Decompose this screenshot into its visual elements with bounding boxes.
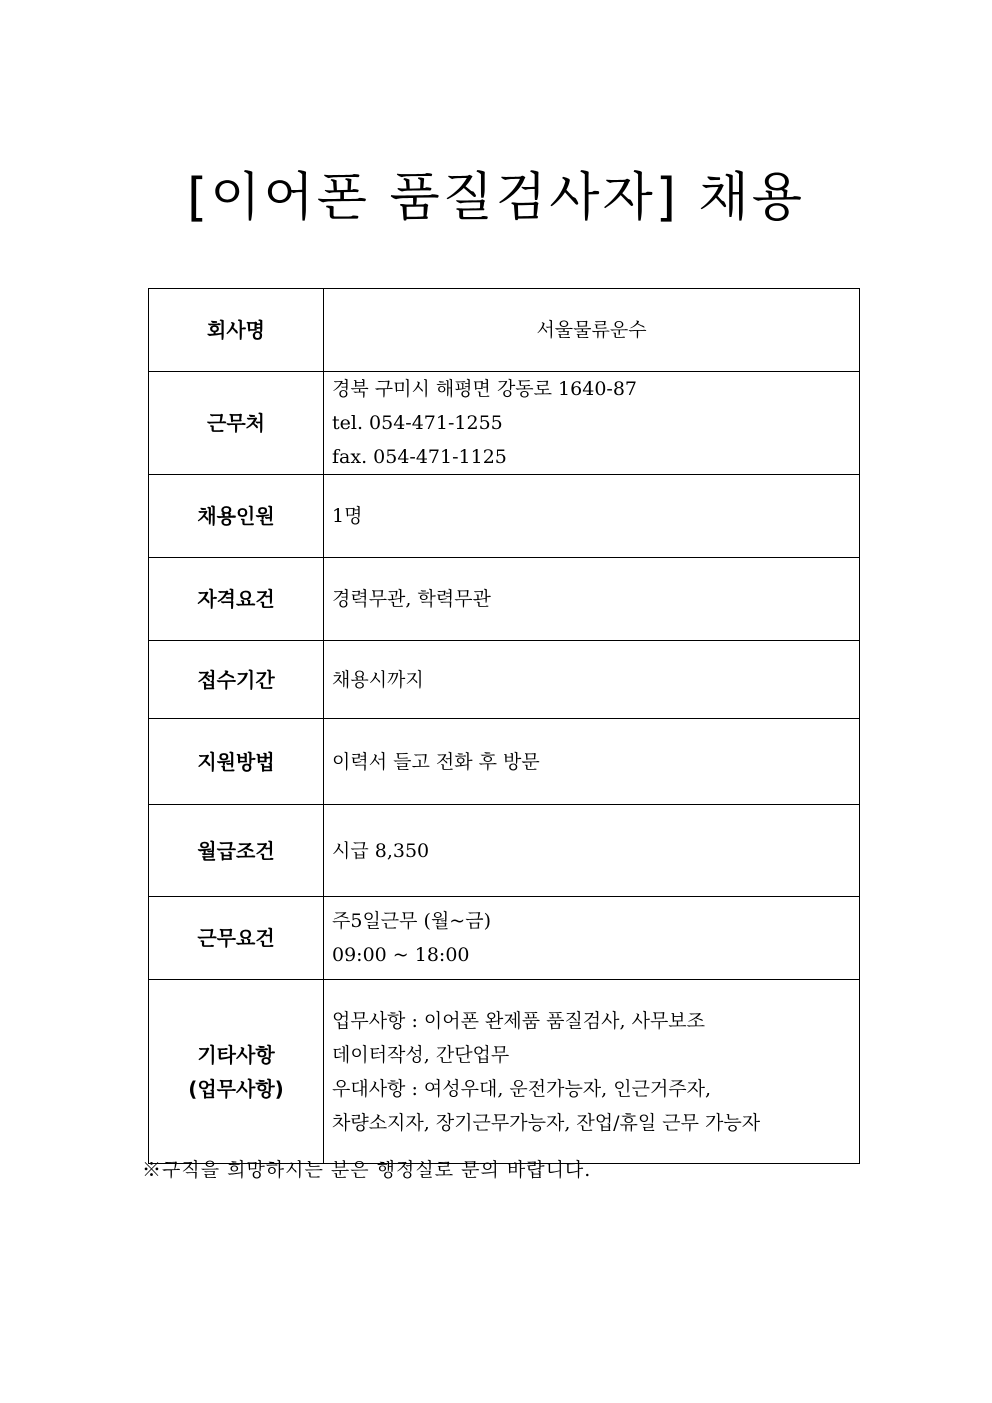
table-row bbox=[149, 372, 860, 475]
value-line: 이력서 들고 전화 후 방문 bbox=[332, 750, 540, 773]
table-row bbox=[149, 558, 860, 641]
value-line: tel. 054-471-1255 bbox=[332, 412, 503, 434]
row-label-company: 회사명 bbox=[149, 289, 324, 372]
row-value-workplace bbox=[324, 372, 860, 475]
row-value-other bbox=[324, 980, 860, 1164]
row-label-work-conditions: 근무요건 bbox=[149, 897, 324, 980]
table-row bbox=[149, 719, 860, 805]
table-row bbox=[149, 805, 860, 897]
row-label-salary: 월급조건 bbox=[149, 805, 324, 897]
value-line: 업무사항 : 이어폰 완제품 품질검사, 사무보조 bbox=[332, 1009, 706, 1032]
row-value-qualification bbox=[324, 558, 860, 641]
table-row bbox=[149, 641, 860, 719]
table-row bbox=[149, 475, 860, 558]
value-line: 차량소지자, 장기근무가능자, 잔업/휴일 근무 가능자 bbox=[332, 1111, 761, 1134]
job-info-table bbox=[148, 288, 860, 1164]
value-line: 1명 bbox=[332, 505, 363, 527]
label-line: 기타사항 bbox=[197, 1042, 275, 1067]
value-line: 데이터작성, 간단업무 bbox=[332, 1043, 510, 1066]
label-line: (업무사항) bbox=[188, 1076, 284, 1101]
value-line: fax. 054-471-1125 bbox=[332, 446, 507, 468]
row-value-application-method bbox=[324, 719, 860, 805]
row-value-company bbox=[324, 289, 860, 372]
row-value-work-conditions bbox=[324, 897, 860, 980]
footnote: ※구직을 희망하시는 분은 행정실로 문의 바랍니다. bbox=[142, 1159, 592, 1181]
value-line: 채용시까지 bbox=[332, 668, 424, 691]
row-value-application-period bbox=[324, 641, 860, 719]
table-row bbox=[149, 289, 860, 372]
row-value-salary bbox=[324, 805, 860, 897]
value-line: 주5일근무 (월~금) bbox=[332, 910, 491, 932]
table-row bbox=[149, 897, 860, 980]
value-line: 우대사항 : 여성우대, 운전가능자, 인근거주자, bbox=[332, 1077, 712, 1100]
page-title: [이어폰 품질검사자] 채용 bbox=[187, 168, 805, 228]
row-label-headcount: 채용인원 bbox=[149, 475, 324, 558]
value-line: 시급 8,350 bbox=[332, 839, 430, 862]
row-value-headcount bbox=[324, 475, 860, 558]
row-label-workplace: 근무처 bbox=[149, 372, 324, 475]
row-label-application-method: 지원방법 bbox=[149, 719, 324, 805]
row-label-application-period: 접수기간 bbox=[149, 641, 324, 719]
value-line: 09:00 ~ 18:00 bbox=[332, 944, 470, 966]
table-row bbox=[149, 980, 860, 1164]
value-line: 경력무관, 학력무관 bbox=[332, 588, 491, 610]
row-label-qualification: 자격요건 bbox=[149, 558, 324, 641]
value-line: 경북 구미시 해평면 강동로 1640-87 bbox=[332, 378, 638, 400]
row-label-other bbox=[149, 980, 324, 1164]
value-line: 서울물류운수 bbox=[536, 319, 647, 341]
